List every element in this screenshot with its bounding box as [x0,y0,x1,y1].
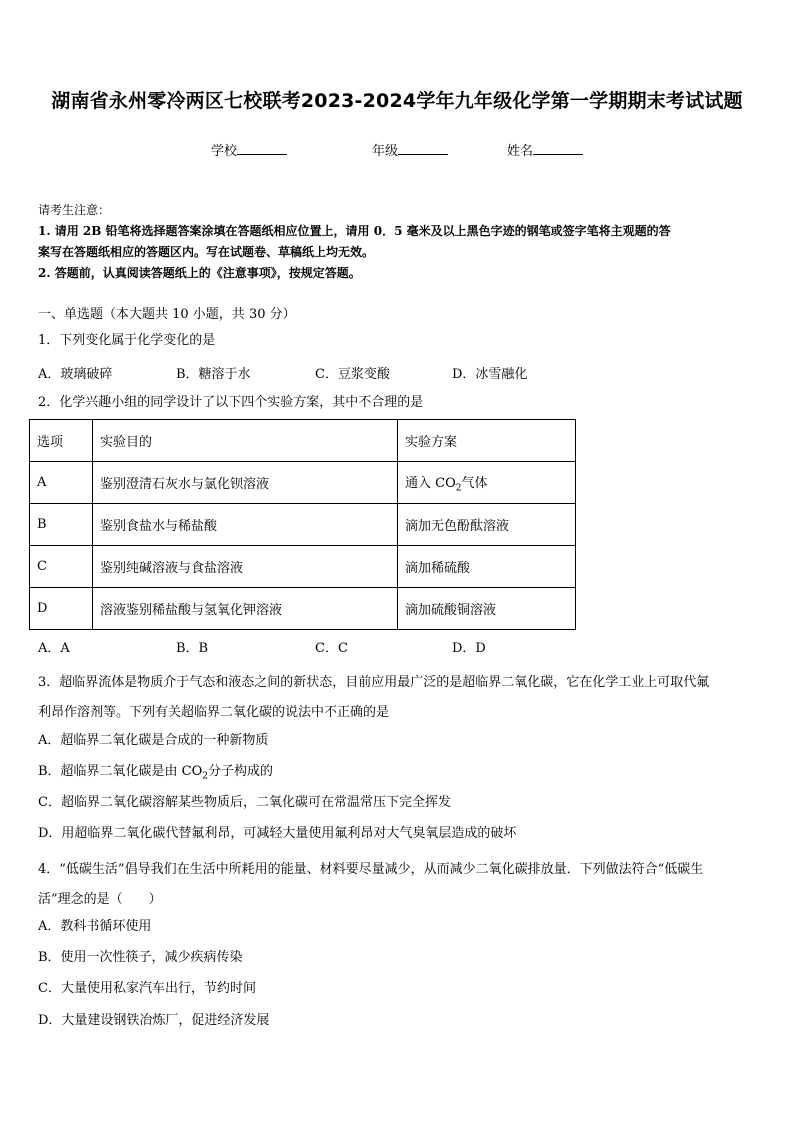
header-option: 选项 [30,420,93,462]
plan-text-tail: 气体 [461,475,488,491]
q1-option-d[interactable]: D．冰雪融化 [452,367,528,382]
q3-stem-line-2: 利昂作溶剂等。下列有关超临界二氧化碳的说法中不正确的是 [38,705,390,720]
q4-stem-line-2: 活”理念的是（ ） [38,892,162,907]
q3-option-b-text: B．超临界二氧化碳是由 CO [38,764,203,779]
row-purpose: 鉴别食盐水与稀盐酸 [93,504,398,546]
question-4-stem [38,855,760,915]
name-blank[interactable] [533,142,583,155]
q4-stem-line-1: 4．“低碳生活”倡导我们在生活中所耗用的能量、材料要尽量减少，从而减少二氧化碳排放量．下列做法符合“低碳生 [38,862,704,877]
row-purpose: 溶液鉴别稀盐酸与氢氧化钾溶液 [93,588,398,630]
row-option: C [30,546,93,588]
plan-text: 滴加稀硫酸 [405,561,471,576]
q3-option-b[interactable] [38,762,760,787]
q4-option-b[interactable]: B．使用一次性筷子，减少疾病传染 [38,950,243,965]
header-plan: 实验方案 [398,420,576,462]
notice-item-2: 2. 答题前，认真阅读答题纸上的《注意事项》，按规定答题。 [38,266,361,280]
q4-option-d[interactable]: D．大量建设钢铁冶炼厂，促进经济发展 [38,1013,270,1028]
q3-option-a[interactable]: A．超临界二氧化碳是合成的一种新物质 [38,733,269,748]
plan-subscript: 2 [455,483,462,494]
q4-option-c[interactable]: C．大量使用私家汽车出行，节约时间 [38,981,256,996]
name-field [507,140,583,159]
school-blank[interactable] [237,142,287,155]
grade-label: 年级 [372,144,399,159]
q3-option-d[interactable]: D．用超临界二氧化碳代替氟利昂，可减轻大量使用氟利昂对大气臭氧层造成的破坏 [38,826,517,841]
school-label: 学校 [211,144,238,159]
q2-option-a[interactable]: A．A [38,641,70,656]
header-purpose: 实验目的 [93,420,398,462]
q3-option-c[interactable]: C．超临界二氧化碳溶解某些物质后，二氧化碳可在常温常压下完全挥发 [38,795,451,810]
row-option: D [30,588,93,630]
table-header-row [30,420,576,462]
notice-item-1-line-1: 1. 请用 2B 铅笔将选择题答案涂填在答题纸相应位置上，请用 0．5 毫米及以上黑色字迹的钢笔或签字笔将主观题的答 [38,224,671,238]
table-row [30,546,576,588]
notice-block [38,200,760,284]
row-purpose: 鉴别澄清石灰水与氯化钡溶液 [93,462,398,504]
question-2-stem: 2．化学兴趣小组的同学设计了以下四个实验方案，其中不合理的是 [38,395,424,410]
table-row [30,462,576,504]
experiment-table [29,419,576,630]
notice-heading: 请考生注意： [38,203,111,217]
name-label: 姓名 [507,144,534,159]
q3-option-b-tail: 分子构成的 [208,764,274,779]
question-1-stem: 1．下列变化属于化学变化的是 [38,333,216,348]
row-plan [398,588,576,630]
row-plan [398,462,576,504]
section-heading: 一、单选题（本大题共 10 小题，共 30 分） [38,307,296,322]
q4-option-a[interactable]: A．教科书循环使用 [38,919,152,934]
plan-text: 滴加无色酚酞溶液 [405,519,510,534]
notice-item-1-line-2: 案写在答题纸相应的答题区内。写在试题卷、草稿纸上均无效。 [38,245,375,259]
q1-option-b[interactable]: B．糖溶于水 [176,367,251,382]
grade-field [372,140,448,159]
q3-stem-line-1: 3．超临界流体是物质介于气态和液态之间的新状态，目前应用最广泛的是超临界二氧化碳，它在化学工业上可取代氟 [38,675,710,690]
q2-option-c[interactable]: C．C [315,641,348,656]
row-plan [398,546,576,588]
q2-option-b[interactable]: B．B [176,641,209,656]
school-field [211,140,287,159]
q1-option-a[interactable]: A．玻璃破碎 [38,367,113,382]
row-option: B [30,504,93,546]
q2-option-d[interactable]: D．D [452,641,486,656]
table-row [30,504,576,546]
question-3-stem [38,668,760,728]
row-plan [398,504,576,546]
exam-title: 湖南省永州零冷两区七校联考2023-2024学年九年级化学第一学期期末考试试题 [51,90,743,112]
q3-option-b-subscript: 2 [202,771,209,782]
table-row [30,588,576,630]
plan-text: 滴加硫酸铜溶液 [405,603,497,618]
q1-option-c[interactable]: C．豆浆变酸 [315,367,390,382]
grade-blank[interactable] [398,142,448,155]
row-purpose: 鉴别纯碱溶液与食盐溶液 [93,546,398,588]
plan-text: 通入 CO [405,475,456,491]
row-option: A [30,462,93,504]
